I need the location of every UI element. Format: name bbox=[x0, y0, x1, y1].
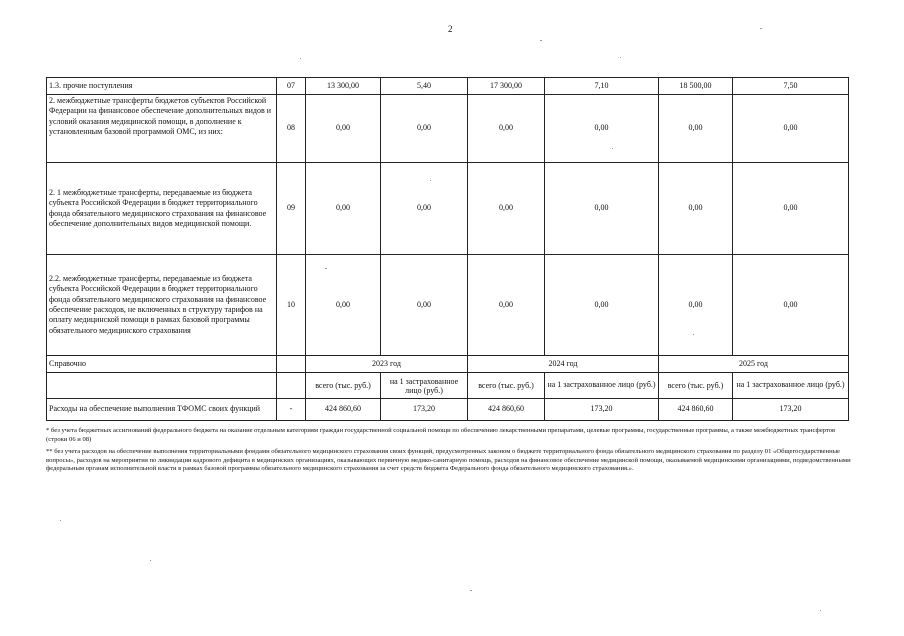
footnote: * без учета бюджетных ассигнований федерального бюджета на оказание отдельным категориям граждан государственной социальной помощи по обеспечению лекарственными препаратами, целевые программы, государственные программы, а также межбюджетных трансфертов (строки 06 и 08) bbox=[46, 427, 836, 443]
table-cell: 0,00 bbox=[545, 163, 659, 255]
row-code: 07 bbox=[277, 78, 306, 95]
table-cell: 0,00 bbox=[381, 95, 468, 163]
table-cell: 17 300,00 bbox=[468, 78, 545, 95]
table-row bbox=[47, 255, 849, 356]
year-header: 2025 год bbox=[659, 356, 849, 373]
table-cell: 173,20 bbox=[545, 399, 659, 421]
column-header: на 1 застрахованное лицо (руб.) bbox=[545, 373, 659, 399]
table-cell: 173,20 bbox=[733, 399, 849, 421]
footnotes bbox=[46, 427, 852, 478]
table-cell: 0,00 bbox=[545, 95, 659, 163]
empty-cell bbox=[277, 356, 306, 373]
empty-cell bbox=[47, 373, 277, 399]
row-label: 1.3. прочие поступления bbox=[47, 78, 277, 95]
table-cell: 0,00 bbox=[659, 163, 733, 255]
table-cell: 13 300,00 bbox=[306, 78, 381, 95]
year-header: 2023 год bbox=[306, 356, 468, 373]
year-header: 2024 год bbox=[468, 356, 659, 373]
reference-subheader-row bbox=[47, 373, 849, 399]
table-row bbox=[47, 78, 849, 95]
table-cell: 0,00 bbox=[468, 163, 545, 255]
expense-code: - bbox=[277, 399, 306, 421]
table-row bbox=[47, 163, 849, 255]
table-cell: 7,10 bbox=[545, 78, 659, 95]
expense-row bbox=[47, 399, 849, 421]
table-cell: 0,00 bbox=[468, 95, 545, 163]
column-header: всего (тыс. руб.) bbox=[659, 373, 733, 399]
row-label: 2. 1 межбюджетные трансферты, передаваемые из бюджета субъекта Российской Федерации в бюджет территориального фонда обязательного медицинского страхования на финансовое обеспечение дополнительных видов медицинской помощи. bbox=[47, 163, 277, 255]
table-cell: 0,00 bbox=[733, 255, 849, 356]
table-cell: 0,00 bbox=[659, 95, 733, 163]
table-cell: 173,20 bbox=[381, 399, 468, 421]
reference-label: Справочно bbox=[47, 356, 277, 373]
row-code: 09 bbox=[277, 163, 306, 255]
column-header: на 1 застрахованное лицо (руб.) bbox=[733, 373, 849, 399]
table-cell: 424 860,60 bbox=[468, 399, 545, 421]
table-row bbox=[47, 95, 849, 163]
row-label: 2. межбюджетные трансферты бюджетов субъектов Российской Федерации на финансовое обеспечение дополнительных видов и условий оказания медицинской помощи, в дополнение к установленным базовой программой ОМС, из них: bbox=[47, 95, 277, 163]
expense-label: Расходы на обеспечение выполнения ТФОМС своих функций bbox=[47, 399, 277, 421]
table-cell: 7,50 bbox=[733, 78, 849, 95]
table-cell: 5,40 bbox=[381, 78, 468, 95]
table-cell: 0,00 bbox=[381, 163, 468, 255]
table-cell: 424 860,60 bbox=[659, 399, 733, 421]
table-cell: 0,00 bbox=[659, 255, 733, 356]
column-header: всего (тыс. руб.) bbox=[306, 373, 381, 399]
table-cell: 424 860,60 bbox=[306, 399, 381, 421]
reference-year-row bbox=[47, 356, 849, 373]
budget-table bbox=[46, 77, 849, 421]
row-code: 08 bbox=[277, 95, 306, 163]
column-header: всего (тыс. руб.) bbox=[468, 373, 545, 399]
page-number: 2 bbox=[448, 24, 453, 34]
row-label: 2.2. межбюджетные трансферты, передаваемые из бюджета субъекта Российской Федерации в бюджет территориального фонда обязательного медицинского страхования на финансовое обеспечение расходов, не включенных в структуру тарифов на оплату медицинской помощи в рамках базовой программы обязательного медицинского страхования bbox=[47, 255, 277, 356]
table-cell: 0,00 bbox=[733, 163, 849, 255]
table-cell: 0,00 bbox=[306, 255, 381, 356]
row-code: 10 bbox=[277, 255, 306, 356]
table-cell: 18 500,00 bbox=[659, 78, 733, 95]
table-cell: 0,00 bbox=[468, 255, 545, 356]
table-cell: 0,00 bbox=[306, 163, 381, 255]
column-header: на 1 застрахованное лицо (руб.) bbox=[381, 373, 468, 399]
table-cell: 0,00 bbox=[733, 95, 849, 163]
table-cell: 0,00 bbox=[381, 255, 468, 356]
footnote: ** без учета расходов на обеспечение выполнения территориальными фондами обязательного медицинского страхования своих функций, предусмотренных законом о бюджете территориального фонда обязательного медицинского страхования по разделу 01 «Общегосударственные вопросы», расходов на мероприятия по ликвидации кадрового дефицита в медицинских организациях, оказывающих первичную медико-санитарную помощь, расходов на финансовое обеспечение медицинской помощи, оказываемой медицинскими организациями, подведомственными федеральным органам исполнительной власти в рамках базовой программы обязательного медицинского страхования за счет средств бюджета Федерального фонда обязательного медицинского страхования.». bbox=[46, 448, 851, 473]
table-cell: 0,00 bbox=[306, 95, 381, 163]
empty-cell bbox=[277, 373, 306, 399]
table-cell: 0,00 bbox=[545, 255, 659, 356]
